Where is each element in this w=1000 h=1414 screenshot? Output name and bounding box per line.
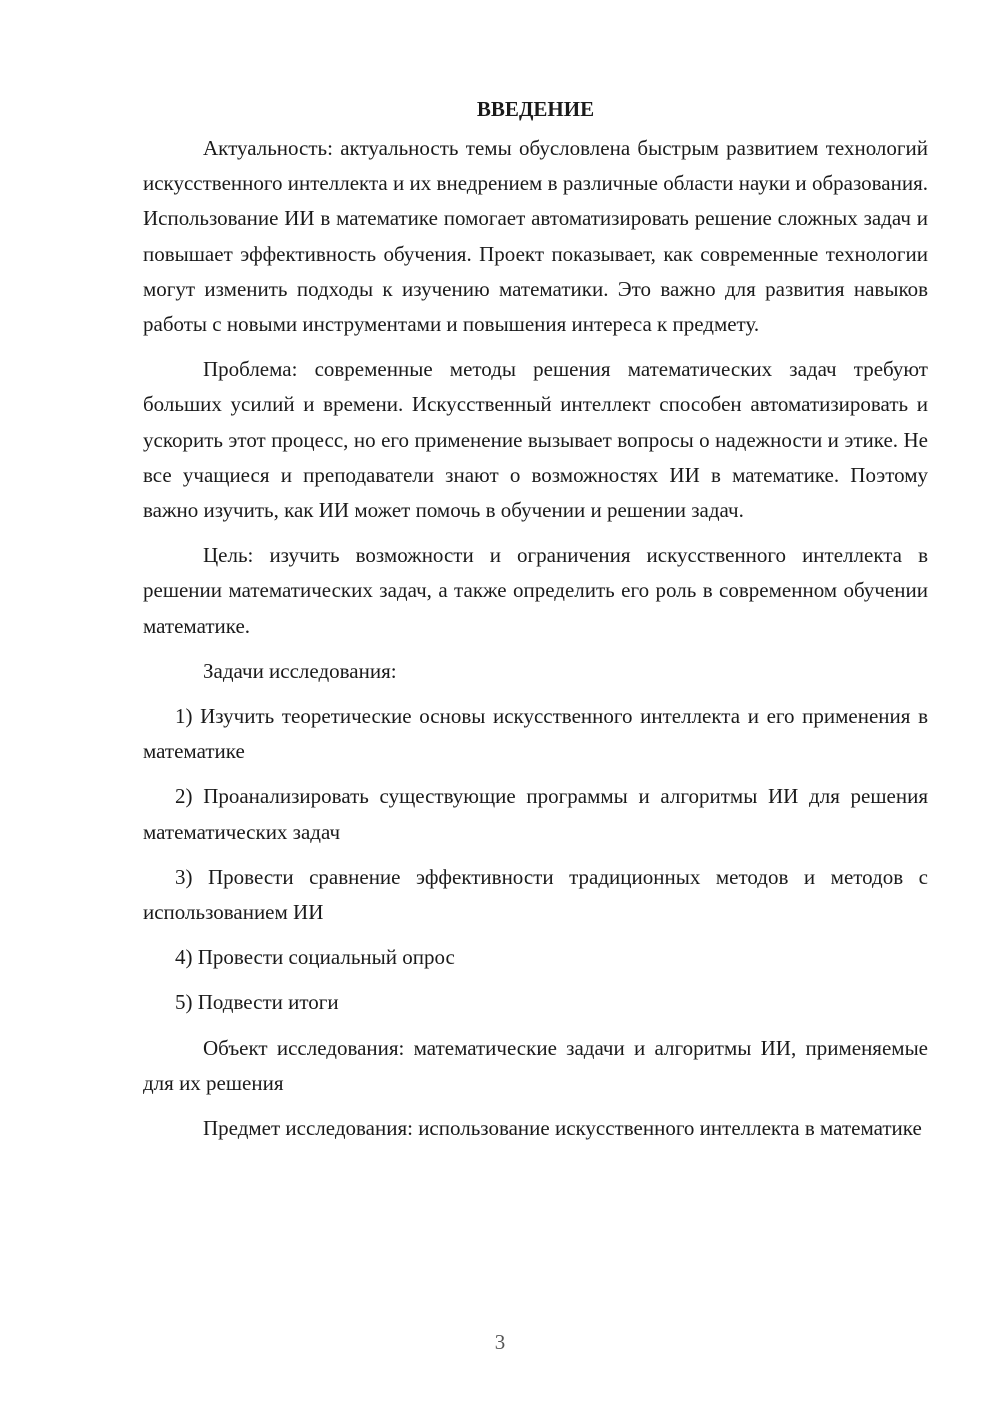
paragraph-tasks-heading: Задачи исследования: xyxy=(203,658,397,683)
document-title: ВВЕДЕНИЕ xyxy=(476,97,595,121)
document-page xyxy=(143,92,928,1156)
task-item-4: 4) Провести социальный опрос xyxy=(175,945,455,970)
paragraph-subject: Предмет исследования: использование искусственного интеллекта в математике xyxy=(203,1116,922,1141)
paragraph-goal: Цель: изучить возможности и ограничения искусственного интеллекта в решении математических задач, а также определить его роль в современном обучении математике. xyxy=(143,543,928,638)
paragraph-relevance: Актуальность: актуальность темы обусловлена быстрым развитием технологий искусственного интеллекта и их внедрением в различные области науки и образования. Использование ИИ в математике помогает автоматизировать решение сложных задач и повышает эффективность обучения. Проект показывает, как современные технологии могут изменить подходы к изучению математики. Это важно для развития навыков работы с новыми инструментами и повышения интереса к предмету. xyxy=(143,136,928,337)
task-item-2: 2) Проанализировать существующие программы и алгоритмы ИИ для решения математических задач xyxy=(143,784,928,844)
paragraph-problem: Проблема: современные методы решения математических задач требуют больших усилий и времени. Искусственный интеллект способен автоматизировать и ускорить этот процесс, но его применение вызывает вопросы о надежности и этике. Не все учащиеся и преподаватели знают о возможностях ИИ в математике. Поэтому важно изучить, как ИИ может помочь в обучении и решении задач. xyxy=(143,357,928,523)
task-item-3: 3) Провести сравнение эффективности традиционных методов и методов с использованием ИИ xyxy=(143,864,928,925)
page-number: 3 xyxy=(494,1330,506,1354)
paragraph-object: Объект исследования: математические задачи и алгоритмы ИИ, применяемые для их решения xyxy=(143,1035,928,1095)
task-item-5: 5) Подвести итоги xyxy=(175,990,339,1015)
task-item-1: 1) Изучить теоретические основы искусственного интеллекта и его применения в математике xyxy=(143,704,928,764)
